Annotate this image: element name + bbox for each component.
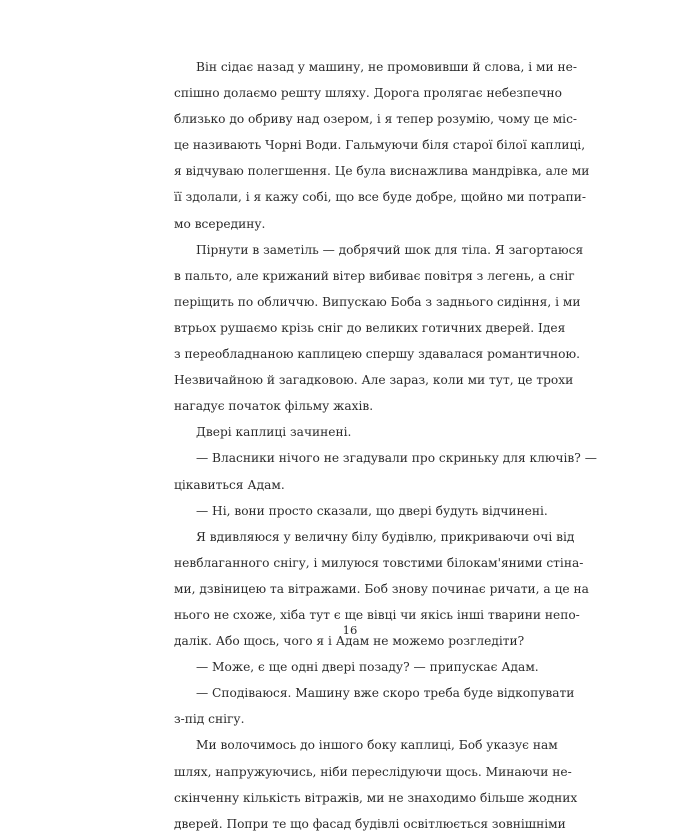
- text-line: дверей. Попри те що фасад будівлі освітлюється зовнішніми: [174, 816, 566, 831]
- text-line: ми, дзвіницею та вітражами. Боб знову починає ричати, а це на: [174, 581, 589, 596]
- text-line: періщить по обличчю. Випускаю Боба з заднього сидіння, і ми: [174, 294, 581, 309]
- text-line: це називають Чорні Води. Гальмуючи біля старої білої каплиці,: [174, 138, 586, 153]
- text-line: її здолали, і я кажу собі, що все буде добре, щойно ми потрапи-: [174, 190, 586, 205]
- text-line: мо всередину.: [174, 216, 266, 231]
- text-line: з-під снігу.: [174, 712, 245, 727]
- text-line: близько до обриву над озером, і я тепер розумію, чому це міс-: [174, 112, 578, 127]
- text-line: Ми волочимось до іншого боку каплиці, Боб указує нам: [196, 738, 558, 753]
- text-line: цікавиться Адам.: [174, 477, 285, 492]
- text-line: скінченну кількість вітражів, ми не знаходимо більше жодних: [174, 790, 578, 805]
- text-line: я відчуваю полегшення. Це була виснажлива мандрівка, але ми: [174, 164, 590, 179]
- text-line: Двері каплиці зачинені.: [196, 425, 352, 440]
- text-line: Незвичайною й загадковою. Але зараз, коли ми тут, це трохи: [174, 373, 574, 388]
- text-line: Пірнути в заметіль — добрячий шок для тіла. Я загортаюся: [196, 242, 584, 257]
- text-line: нагадує початок фільму жахів.: [174, 399, 374, 414]
- text-line: втрьох рушаємо крізь сніг до великих готичних дверей. Ідея: [174, 320, 566, 335]
- page-number: 16: [342, 623, 358, 637]
- text-line: Я вдивляюся у величну білу будівлю, прикриваючи очі від: [196, 529, 575, 544]
- text-line: Він сідає назад у машину, не промовивши й слова, і ми не-: [196, 60, 577, 74]
- text-line: далік. Або щось, чого я і Адам не можемо розгледіти?: [174, 634, 525, 649]
- text-line: нього не схоже, хіба тут є ще вівці чи якісь інші тварини непо-: [174, 607, 580, 622]
- text-line: спішно долаємо решту шляху. Дорога пролягає небезпечно: [174, 86, 562, 101]
- text-line: — Ні, вони просто сказали, що двері будуть відчинені.: [196, 503, 548, 518]
- text-line: невблаганного снігу, і милуюся товстими білокам'яними стіна-: [174, 555, 584, 570]
- text-line: — Сподіваюся. Машину вже скоро треба буде відкопувати: [196, 686, 575, 701]
- text-line: — Може, є ще одні двері позаду? — припускає Адам.: [196, 660, 539, 675]
- text-line: з переобладнаною каплицею спершу здавалася романтичною.: [174, 347, 580, 362]
- body-text: [174, 54, 597, 837]
- text-line: шлях, напружуючись, ніби переслідуючи щось. Минаючи не-: [174, 764, 572, 779]
- text-line: — Власники нічого не згадували про скриньку для ключів? —: [196, 451, 597, 466]
- text-line: в пальто, але крижаний вітер вибиває повітря з легень, а сніг: [174, 268, 575, 283]
